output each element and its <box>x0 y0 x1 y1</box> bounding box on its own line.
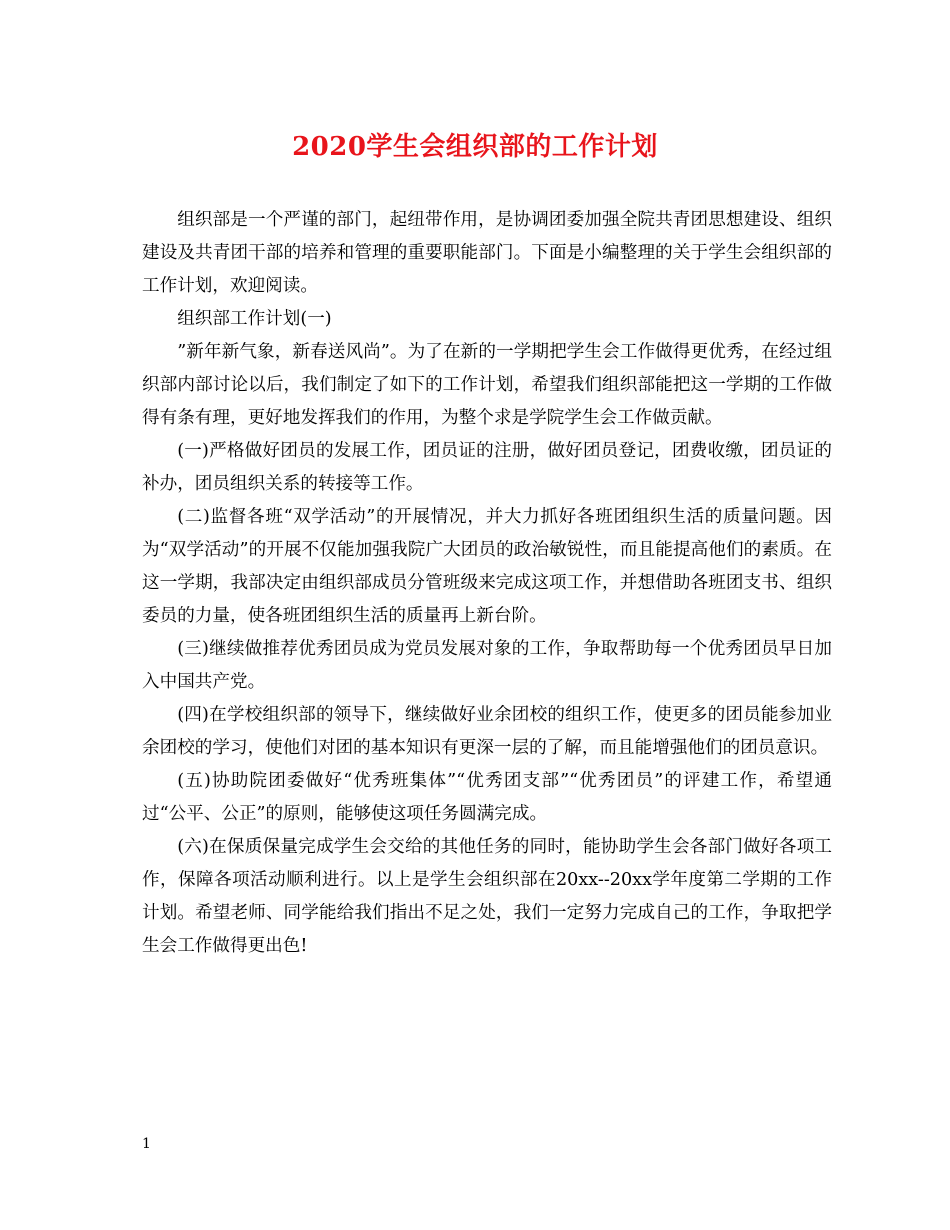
paragraph-item-6: (六)在保质保量完成学生会交给的其他任务的同时，能协助学生会各部门做好各项工作，保障各项活动顺利进行。以上是学生会组织部在20xx--20xx学年度第二学期的工作计划。希望老师、同学能给我们指出不足之处，我们一定努力完成自己的工作，争取把学生会工作做得更出色! <box>142 837 832 956</box>
paragraph-item-4: (四)在学校组织部的领导下，继续做好业余团校的组织工作，使更多的团员能参加业余团校的学习，使他们对团的基本知识有更深一层的了解，而且能增强他们的团员意识。 <box>142 705 832 758</box>
document-body <box>142 204 832 963</box>
paragraph-item-2: (二)监督各班“双学活动”的开展情况，并大力抓好各班团组织生活的质量问题。因为“双学活动”的开展不仅能加强我院广大团员的政治敏锐性，而且能提高他们的素质。在这一学期，我部决定由组织部成员分管班级来完成这项工作，并想借助各班团支书、组织委员的力量，使各班团组织生活的质量再上新台阶。 <box>142 507 832 626</box>
paragraph-item-5: (五)协助院团委做好“优秀班集体”“优秀团支部”“优秀团员”的评建工作，希望通过“公平、公正”的原则，能够使这项任务圆满完成。 <box>142 771 832 824</box>
paragraph-item-3: (三)继续做推荐优秀团员成为党员发展对象的工作，争取帮助每一个优秀团员早日加入中国共产党。 <box>142 639 832 692</box>
paragraph-item-1: (一)严格做好团员的发展工作，团员证的注册，做好团员登记，团费收缴，团员证的补办，团员组织关系的转接等工作。 <box>142 441 832 494</box>
document-title: 2020学生会组织部的工作计划 <box>292 132 658 162</box>
paragraph-section-heading: 组织部工作计划(一) <box>177 309 332 329</box>
paragraph-overview: ”新年新气象，新春送风尚”。为了在新的一学期把学生会工作做得更优秀，在经过组织部内部讨论以后，我们制定了如下的工作计划，希望我们组织部能把这一学期的工作做得有条有理，更好地发挥我们的作用，为整个求是学院学生会工作做贡献。 <box>142 342 832 428</box>
page-number: 1 <box>142 1136 151 1152</box>
paragraph-intro: 组织部是一个严谨的部门，起纽带作用，是协调团委加强全院共青团思想建设、组织建设及共青团干部的培养和管理的重要职能部门。下面是小编整理的关于学生会组织部的工作计划，欢迎阅读。 <box>142 210 832 296</box>
